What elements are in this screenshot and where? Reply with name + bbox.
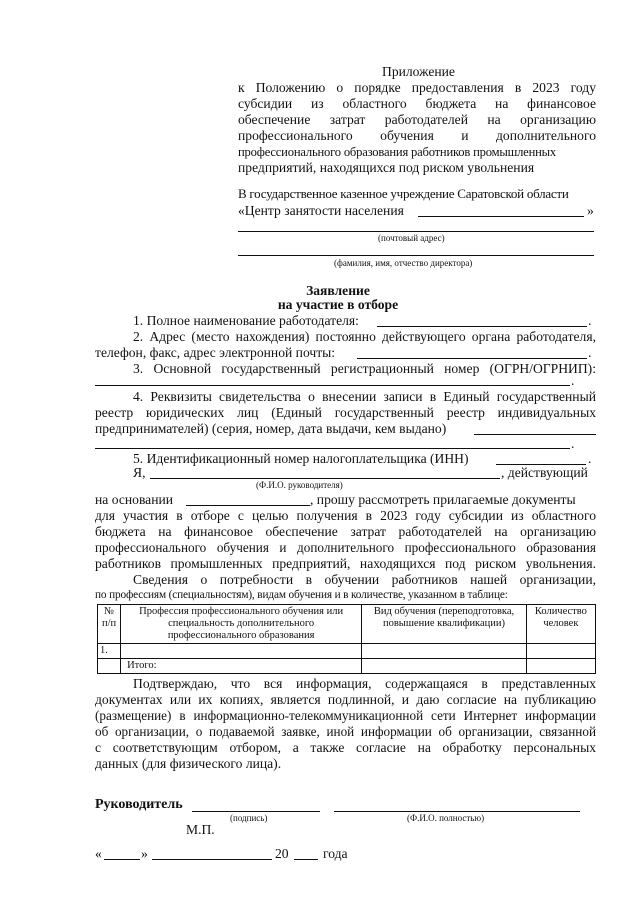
item-2-line-1: 2. Адрес (место нахождения) постоянно действующего органа работодателя, bbox=[133, 329, 596, 344]
item-3-dot: . bbox=[571, 373, 575, 388]
center-name-field[interactable] bbox=[418, 216, 584, 217]
year-suffix: года bbox=[323, 846, 348, 861]
training-type-cell[interactable] bbox=[362, 644, 527, 659]
date-close-quote: » bbox=[141, 846, 148, 861]
total-empty-cell bbox=[98, 659, 121, 674]
document-title: Заявление bbox=[306, 283, 370, 298]
col-header-quantity: Количество человек bbox=[526, 605, 595, 644]
confirm-line-4: об организации, о подаваемой заявке, иной информации об организации, связанной bbox=[95, 724, 596, 739]
signature-field[interactable] bbox=[192, 811, 320, 812]
stamp-label: М.П. bbox=[186, 822, 215, 837]
item-2-line-2: телефон, факс, адрес электронной почты: bbox=[95, 345, 336, 360]
item-1-label: 1. Полное наименование работодателя: bbox=[133, 313, 359, 328]
full-name-field[interactable] bbox=[334, 811, 580, 812]
quantity-cell[interactable] bbox=[526, 644, 595, 659]
i-suffix: , действующий bbox=[501, 465, 588, 480]
table-total-row bbox=[98, 659, 596, 674]
basis-suffix: , прошу рассмотреть прилагаемые документы bbox=[310, 492, 576, 507]
confirm-line-5: с соответствующим отбором, а также согласие на обработку персональных bbox=[95, 740, 596, 755]
certificate-details-field[interactable] bbox=[474, 434, 596, 435]
item-4-line-1: 4. Реквизиты свидетельства о внесении записи в Единый государственный bbox=[133, 389, 596, 404]
item-5-label: 5. Идентификационный номер налогоплательщика (ИНН) bbox=[133, 451, 469, 466]
signature-caption: (подпись) bbox=[230, 813, 268, 823]
item-2-dot: . bbox=[588, 345, 592, 360]
director-name-caption: (фамилия, имя, отчество директора) bbox=[334, 258, 473, 268]
request-line-4: работников промышленных предприятий, находящихся под риском увольнения. bbox=[95, 556, 596, 571]
appendix-title: Приложение bbox=[382, 64, 455, 79]
table-header-row bbox=[98, 605, 596, 644]
employer-name-field[interactable] bbox=[377, 326, 587, 327]
training-needs-table bbox=[97, 604, 596, 674]
profession-cell[interactable] bbox=[121, 644, 362, 659]
item-3-label: 3. Основной государственный регистрационный номер (ОГРН/ОГРНИП): bbox=[133, 361, 596, 376]
col-header-training-type: Вид обучения (переподготовка, повышение квалификации) bbox=[362, 605, 527, 644]
total-label: Итого: bbox=[121, 659, 362, 674]
date-year-field[interactable] bbox=[294, 859, 318, 860]
director-name-field[interactable] bbox=[238, 255, 594, 256]
addressee-close-quote: » bbox=[587, 203, 594, 218]
confirm-line-6: данных (для физического лица). bbox=[95, 756, 282, 771]
appendix-line-4: профессионального обучения и дополнительного bbox=[238, 128, 596, 143]
date-day-field[interactable] bbox=[104, 859, 140, 860]
i-prefix: Я, bbox=[133, 465, 146, 480]
item-4-line-2: реестр юридических лиц (Единый государственный реестр индивидуальных bbox=[95, 405, 596, 420]
date-month-field[interactable] bbox=[152, 859, 272, 860]
appendix-line-3: обеспечение затрат работодателей на организацию bbox=[238, 112, 596, 127]
address-contacts-field[interactable] bbox=[357, 358, 587, 359]
postal-address-caption: (почтовый адрес) bbox=[378, 233, 445, 243]
row-number: 1. bbox=[98, 644, 121, 659]
item-4-dot: . bbox=[571, 436, 575, 451]
confirm-line-1: Подтверждаю, что вся информация, содержащаяся в представленных bbox=[133, 676, 596, 691]
table-row bbox=[98, 644, 596, 659]
appendix-line-5: профессионального образования работников промышленных bbox=[238, 145, 557, 159]
head-name-caption: (Ф.И.О. руководителя) bbox=[256, 480, 343, 490]
total-training-cell[interactable] bbox=[362, 659, 527, 674]
confirm-line-2: документах или их копиях, является подлинной, и даю согласие на публикацию bbox=[95, 692, 596, 707]
item-4-line-3: предпринимателей) (серия, номер, дата выдачи, кем выдано) bbox=[95, 421, 447, 436]
certificate-details-field-2[interactable] bbox=[95, 448, 570, 449]
full-name-caption: (Ф.И.О. полностью) bbox=[407, 813, 485, 823]
item-1-dot: . bbox=[588, 313, 592, 328]
col-header-profession: Профессия профессионального обучения или специальность дополнительного профессионального образования bbox=[121, 605, 362, 644]
postal-address-field[interactable] bbox=[238, 231, 594, 232]
appendix-line-6: предприятий, находящихся под риском увольнения bbox=[238, 160, 535, 175]
request-line-1: для участия в отборе с целью получения в 2023 году субсидии из областного bbox=[95, 508, 596, 523]
request-line-2: бюджета на финансовое обеспечение затрат работодателей на организацию bbox=[95, 524, 596, 539]
ogrn-field[interactable] bbox=[95, 385, 570, 386]
appendix-line-1: к Положению о порядке предоставления в 2023 году bbox=[238, 80, 596, 95]
basis-field[interactable] bbox=[186, 505, 310, 506]
addressee-line-1: В государственное казенное учреждение Саратовской области bbox=[238, 186, 569, 201]
total-quantity-cell[interactable] bbox=[526, 659, 595, 674]
needs-line-2: по профессиям (специальностям), видам обучения и в количестве, указанном в таблице: bbox=[95, 589, 508, 601]
head-name-field[interactable] bbox=[150, 478, 500, 479]
addressee-center-label: «Центр занятости населения bbox=[238, 203, 404, 218]
basis-prefix: на основании bbox=[95, 492, 174, 507]
confirm-line-3: (размещение) в информационно-телекоммуникационной сети Интернет информации bbox=[95, 708, 596, 723]
needs-line-1: Сведения о потребности в обучении работников нашей организации, bbox=[133, 572, 596, 587]
date-open-quote: « bbox=[95, 846, 102, 861]
request-line-3: профессионального обучения и дополнительного профессионального образования bbox=[95, 540, 596, 555]
addressee-line-2 bbox=[238, 203, 404, 219]
year-prefix: 20 bbox=[275, 846, 289, 861]
item-5-dot: . bbox=[588, 451, 592, 466]
col-header-number: № п/п bbox=[98, 605, 121, 644]
head-label: Руководитель bbox=[95, 797, 183, 812]
document-subtitle: на участие в отборе bbox=[277, 297, 399, 312]
appendix-line-2: субсидии из областного бюджета на финансовое bbox=[238, 96, 596, 111]
